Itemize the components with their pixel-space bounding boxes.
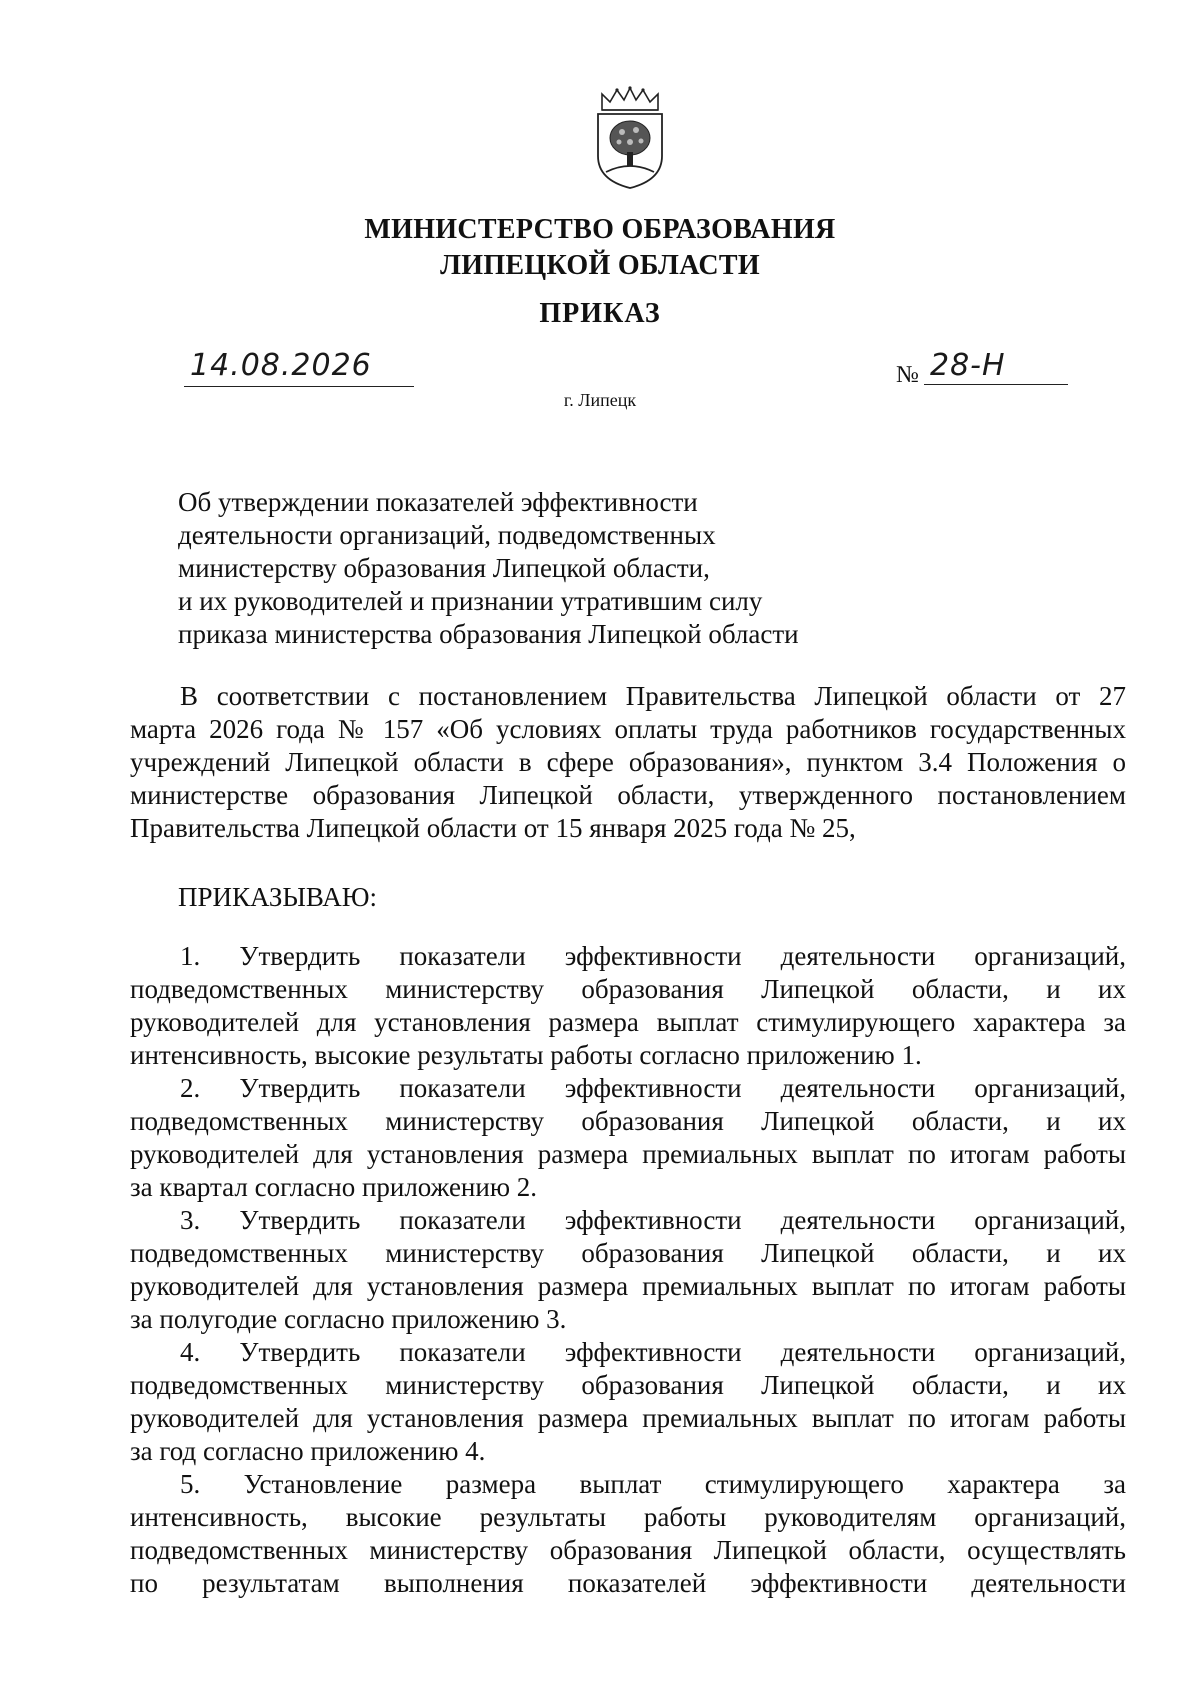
item-line: 1. Утвердить показатели эффективности деятельности организаций, (180, 941, 1126, 971)
order-number-field (896, 348, 1068, 390)
item-line: 4. Утвердить показатели эффективности деятельности организаций, (180, 1337, 1126, 1367)
item-line: руководителей для установления размера премиальных выплат по итогам работы (130, 1139, 1126, 1169)
preamble-paragraph (130, 680, 1126, 845)
order-item-2 (130, 1072, 1126, 1204)
item-line: подведомственных министерству образования Липецкой области, и их (130, 1370, 1126, 1400)
number-sign: № (896, 362, 919, 388)
subject-line: деятельности организаций, подведомственных (178, 520, 716, 550)
item-line: за год согласно приложению 4. (130, 1436, 486, 1466)
item-line: за квартал согласно приложению 2. (130, 1172, 537, 1202)
item-line: подведомственных министерству образования Липецкой области, и их (130, 1238, 1126, 1268)
city-label: г. Липецк (563, 390, 637, 410)
item-line: руководителей для установления размера премиальных выплат по итогам работы (130, 1403, 1126, 1433)
preamble-line: марта 2026 года № 157 «Об условиях оплаты труда работников государственных (130, 714, 1126, 744)
subject-line: министерству образования Липецкой области, (178, 553, 710, 583)
order-item-4 (130, 1336, 1126, 1468)
preamble-line: В соответствии с постановлением Правительства Липецкой области от 27 (180, 681, 1126, 711)
item-line: подведомственных министерству образования Липецкой области, и их (130, 974, 1126, 1004)
ministry-name-line2: ЛИПЕЦКОЙ ОБЛАСТИ (440, 250, 760, 281)
item-line: интенсивность, высокие результаты работы согласно приложению 1. (130, 1040, 922, 1070)
item-line: 5. Установление размера выплат стимулирующего характера за (180, 1469, 1126, 1499)
item-line: интенсивность, высокие результаты работы руководителям организаций, (130, 1502, 1126, 1532)
preamble-line: министерстве образования Липецкой области, утвержденного постановлением (130, 780, 1126, 810)
item-line: 3. Утвердить показатели эффективности деятельности организаций, (180, 1205, 1126, 1235)
item-line: руководителей для установления размера выплат стимулирующего характера за (130, 1007, 1126, 1037)
item-line: 2. Утвердить показатели эффективности деятельности организаций, (180, 1073, 1126, 1103)
number-underline (924, 384, 1068, 385)
item-line: подведомственных министерству образования Липецкой области, и их (130, 1106, 1126, 1136)
subject-line: приказа министерства образования Липецкой области (178, 619, 799, 649)
order-item-5 (130, 1468, 1126, 1600)
order-item-3 (130, 1204, 1126, 1336)
preamble-line: учреждений Липецкой области в сфере образования», пунктом 3.4 Положения о (130, 747, 1126, 777)
ministry-name-line1: МИНИСТЕРСТВО ОБРАЗОВАНИЯ (364, 214, 836, 245)
item-line: за полугодие согласно приложению 3. (130, 1304, 567, 1334)
order-item-1 (130, 940, 1126, 1072)
orders-heading: ПРИКАЗЫВАЮ: (178, 882, 377, 912)
item-line: по результатам выполнения показателей эффективности деятельности (130, 1568, 1126, 1598)
document-type-title: ПРИКАЗ (539, 298, 661, 329)
item-line: руководителей для установления размера премиальных выплат по итогам работы (130, 1271, 1126, 1301)
order-subject (178, 486, 878, 651)
subject-line: и их руководителей и признании утратившим силу (178, 586, 763, 616)
item-line: подведомственных министерству образования Липецкой области, осуществлять (130, 1535, 1126, 1565)
order-date-handwritten: 14.08.2026 (190, 348, 372, 383)
subject-line: Об утверждении показателей эффективности (178, 487, 698, 517)
order-number-handwritten: 28-Н (930, 348, 1006, 383)
order-date-field (184, 348, 414, 387)
coat-of-arms-icon (592, 86, 668, 190)
preamble-line: Правительства Липецкой области от 15 января 2025 года № 25, (130, 813, 856, 843)
